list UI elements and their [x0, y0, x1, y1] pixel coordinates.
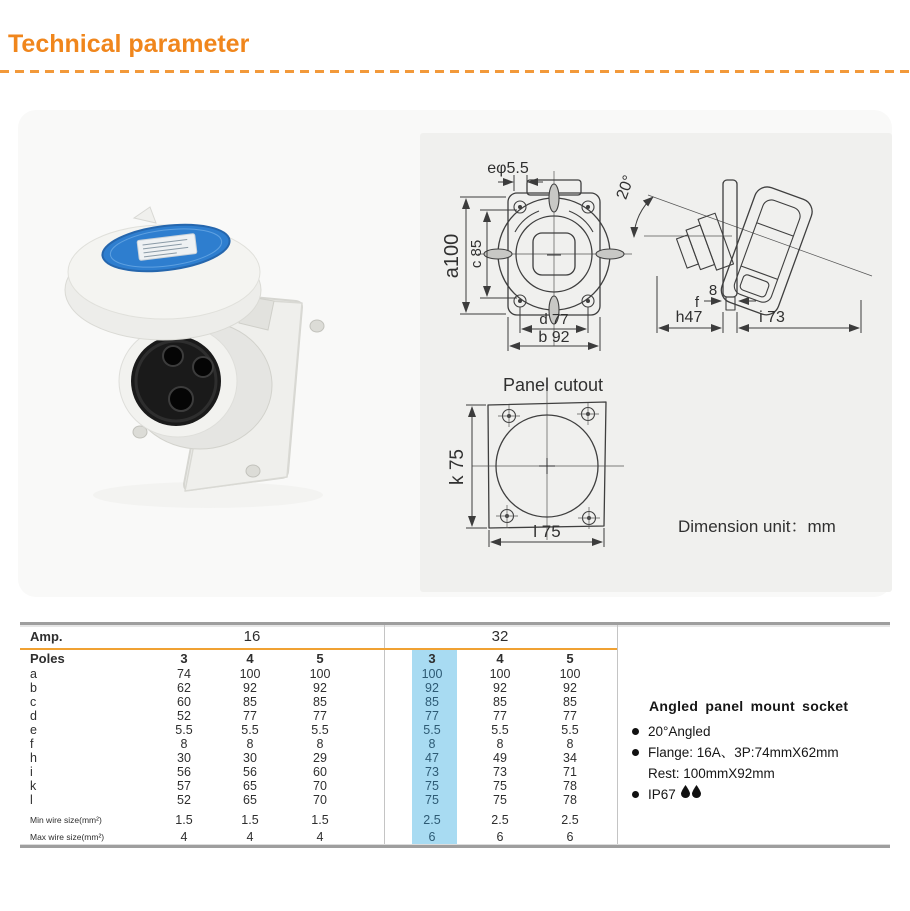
front-view-drawing [441, 160, 632, 351]
water-drop-icon [692, 785, 701, 798]
table-cell: 4 [246, 830, 254, 844]
table-row [20, 723, 617, 737]
table-cell: 52 [177, 709, 191, 723]
table-cell: 92 [243, 681, 257, 695]
table-cell: 29 [313, 751, 327, 765]
bullet-dot-icon [632, 791, 639, 798]
table-cell: 77 [425, 709, 439, 723]
dimension-unit-note: Dimension unit：mm [678, 517, 836, 536]
amp-group-16: 16 [243, 628, 261, 645]
description-bullet-angle [632, 721, 890, 742]
table-cell: 5 [566, 651, 574, 666]
table-cell: 4 [316, 830, 324, 844]
table-cell: 85 [563, 695, 577, 709]
table-cell: 57 [177, 779, 191, 793]
table-cell: 75 [425, 779, 439, 793]
row-label: l [30, 793, 33, 807]
table-cell: 65 [243, 779, 257, 793]
table-cell: 4 [246, 651, 254, 666]
table-cell: 2.5 [561, 813, 579, 827]
page-title: Technical parameter [8, 30, 250, 58]
dim-label-f-val: 8 [708, 282, 718, 299]
row-label: e [30, 723, 37, 737]
table-cell: 5.5 [241, 723, 259, 737]
row-label: h [30, 751, 37, 765]
screw-hole-top-right [310, 320, 324, 332]
row-label: i [30, 765, 33, 779]
description-rest-line [648, 763, 890, 784]
table-cell: 100 [559, 667, 581, 681]
description-bullet-ip [632, 784, 890, 805]
table-row [20, 737, 617, 751]
table-cell: 56 [243, 765, 257, 779]
spec-table [20, 622, 890, 852]
table-cell: 78 [563, 793, 577, 807]
table-cell: 73 [493, 765, 507, 779]
table-row [20, 667, 617, 681]
table-cell: 2.5 [423, 813, 441, 827]
table-cell: 5.5 [175, 723, 193, 737]
table-top-border [20, 622, 890, 625]
table-row [20, 812, 617, 829]
table-cell: 4 [496, 651, 504, 666]
table-cell: 52 [177, 793, 191, 807]
spec-table-rows [20, 651, 617, 846]
table-bottom-border [20, 845, 890, 848]
dim-label-a: a100 [441, 233, 463, 279]
table-cell: 5.5 [423, 723, 441, 737]
table-cell: 77 [313, 709, 327, 723]
table-cell: 78 [563, 779, 577, 793]
table-cell: 8 [496, 737, 504, 751]
table-cell: 4 [180, 830, 188, 844]
table-cell: 30 [243, 751, 257, 765]
table-cell: 49 [493, 751, 507, 765]
dim-label-k: k 75 [447, 449, 468, 485]
dashed-divider [0, 70, 910, 73]
table-cell: 62 [177, 681, 191, 695]
table-cell: 3 [428, 651, 436, 666]
water-drop-icon [681, 785, 690, 798]
table-cell: 100 [239, 667, 261, 681]
table-cell: 60 [313, 765, 327, 779]
table-cell: 100 [421, 667, 443, 681]
table-divider-description [617, 625, 618, 845]
table-cell: 85 [493, 695, 507, 709]
table-cell: 6 [428, 830, 436, 844]
table-row [20, 681, 617, 695]
table-orange-rule [20, 648, 617, 650]
table-row [20, 779, 617, 793]
row-label: c [30, 695, 37, 709]
table-cell: 75 [493, 793, 507, 807]
table-cell: 65 [243, 793, 257, 807]
cap-fin [134, 207, 156, 223]
description-bullet-flange [632, 742, 890, 763]
row-label: Poles [30, 651, 65, 666]
dim-label-b: b 92 [538, 329, 570, 346]
dim-label-d: d 77 [539, 311, 569, 328]
table-cell: 2.5 [491, 813, 509, 827]
row-label: f [30, 737, 34, 751]
product-description [632, 698, 890, 805]
table-cell: 8 [180, 737, 188, 751]
table-row [20, 765, 617, 779]
table-cell: 5.5 [491, 723, 509, 737]
table-cell: 85 [425, 695, 439, 709]
table-cell: 8 [316, 737, 324, 751]
table-cell: 70 [313, 779, 327, 793]
table-cell: 5 [316, 651, 324, 666]
table-cell: 92 [563, 681, 577, 695]
table-cell: 60 [177, 695, 191, 709]
table-cell: 6 [566, 830, 574, 844]
table-row [20, 695, 617, 709]
pin-hole-1 [163, 346, 183, 366]
bullet-angle-text: 20°Angled [648, 724, 711, 739]
table-cell: 100 [309, 667, 331, 681]
table-cell: 8 [246, 737, 254, 751]
table-cell: 56 [177, 765, 191, 779]
screw-hole-bottom-right [246, 465, 260, 477]
table-cell: 73 [425, 765, 439, 779]
amp-group-32: 32 [491, 628, 509, 645]
table-cell: 1.5 [175, 813, 193, 827]
pin-hole-3 [169, 387, 193, 411]
bullet-dot-icon [632, 728, 639, 735]
table-cell: 92 [313, 681, 327, 695]
table-row [20, 793, 617, 807]
table-cell: 5.5 [561, 723, 579, 737]
product-photo [48, 200, 378, 520]
bullet-dot-icon [632, 749, 639, 756]
pin-hole-2 [193, 357, 213, 377]
dim-label-h: h47 [675, 309, 703, 326]
table-cell: 5.5 [311, 723, 329, 737]
table-cell: 8 [566, 737, 574, 751]
table-cell: 70 [313, 793, 327, 807]
table-cell: 77 [243, 709, 257, 723]
rest-text: Rest: 100mmX92mm [648, 766, 775, 781]
table-cell: 34 [563, 751, 577, 765]
row-label: Min wire size(mm²) [30, 815, 102, 825]
dim-label-e: eφ5.5 [487, 160, 529, 177]
description-title: Angled panel mount socket [649, 698, 849, 714]
table-cell: 77 [493, 709, 507, 723]
table-cell: 85 [313, 695, 327, 709]
row-label: k [30, 779, 37, 793]
table-cell: 100 [489, 667, 511, 681]
row-label: a [30, 667, 37, 681]
dim-label-f: f [694, 294, 700, 311]
table-cell: 6 [496, 830, 504, 844]
table-cell: 47 [425, 751, 439, 765]
table-cell: 77 [563, 709, 577, 723]
ip-rating-text: IP67 [648, 787, 676, 802]
table-row [20, 751, 617, 765]
table-cell: 30 [177, 751, 191, 765]
table-row [20, 829, 617, 846]
dim-label-i: i 73 [759, 309, 785, 326]
panel-cutout-title: Panel cutout [502, 375, 604, 395]
table-cell: 1.5 [311, 813, 329, 827]
table-row [20, 651, 617, 667]
table-row [20, 709, 617, 723]
table-cell: 85 [243, 695, 257, 709]
table-cell: 71 [563, 765, 577, 779]
dim-label-l: l 75 [533, 522, 561, 541]
table-cell: 92 [493, 681, 507, 695]
row-label: d [30, 709, 37, 723]
table-cell: 75 [493, 779, 507, 793]
dim-label-angle: 20° [613, 173, 638, 202]
panel-cutout-drawing [447, 375, 624, 547]
amp-header: Amp. [30, 629, 63, 644]
dim-label-c: c 85 [468, 239, 485, 269]
side-view-drawing [614, 173, 872, 333]
table-cell: 74 [177, 667, 191, 681]
bullet-flange-text: Flange: 16A、3P:74mmX62mm [648, 745, 839, 760]
table-cell: 1.5 [241, 813, 259, 827]
row-label: b [30, 681, 37, 695]
table-cell: 8 [428, 737, 436, 751]
table-cell: 92 [425, 681, 439, 695]
table-cell: 3 [180, 651, 188, 666]
row-label: Max wire size(mm²) [30, 832, 105, 842]
drawings-panel [420, 133, 892, 592]
table-cell: 75 [425, 793, 439, 807]
